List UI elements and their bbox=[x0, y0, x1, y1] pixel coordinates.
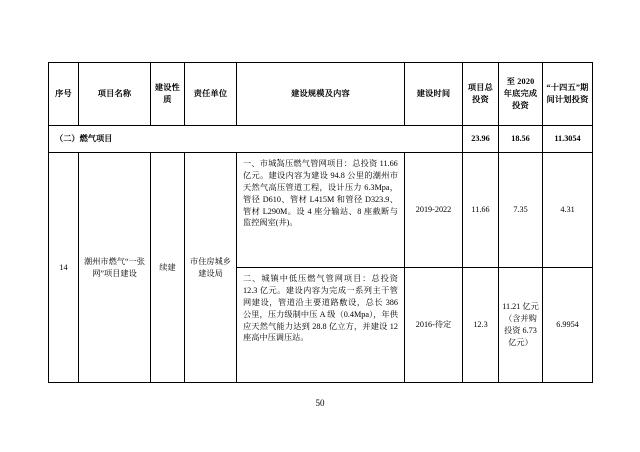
section-row-gas-projects bbox=[49, 126, 593, 153]
table-header-row bbox=[49, 63, 593, 126]
row-item-time: 2016-待定 bbox=[405, 268, 463, 383]
row-item-total-investment: 11.66 bbox=[463, 153, 499, 268]
section-label: （二）燃气项目 bbox=[49, 126, 463, 153]
page-number: 50 bbox=[315, 398, 325, 408]
header-scale-and-content: 建设规模及内容 bbox=[237, 63, 405, 126]
row-item-invested-by-2020: 7.35 bbox=[499, 153, 543, 268]
header-construction-property: 建设性质 bbox=[151, 63, 185, 126]
row-item-total-investment: 12.3 bbox=[463, 268, 499, 383]
section-planned-investment: 11.3054 bbox=[543, 126, 593, 153]
header-seq: 序号 bbox=[49, 63, 79, 126]
header-planned-investment: “十四五”期间计划投资 bbox=[543, 63, 593, 126]
row-item-description: 二、城镇中低压燃气管网项目：总投资 12.3 亿元。建设内容为完成一系列主干管网建设，管道沿主要道路敷设，总长 386 公里，压力级制中压 A 级（0.4Mpa），年供应天然气能力达到 28.8 亿立方，并建设 12 座高中压调压站。 bbox=[237, 268, 405, 383]
header-total-investment: 项目总投资 bbox=[463, 63, 499, 126]
row-item-planned-investment: 4.31 bbox=[543, 153, 593, 268]
table-row bbox=[49, 153, 593, 268]
header-construction-time: 建设时间 bbox=[405, 63, 463, 126]
row-item-planned-investment: 6.9954 bbox=[543, 268, 593, 383]
row-construction-property: 续建 bbox=[151, 153, 185, 383]
section-invested-by-2020: 18.56 bbox=[499, 126, 543, 153]
row-item-description: 一、市城̇̇高压燃气管网项目：总投资 11.66 亿元。建设内容为建设 94.8 公里的潮州市天然气高压管道工程，设计压力 6.3Mpa，管径 D610、管材 L415M 和管径 D323.9、管材 L290M。设 4 座分输站、8 座截断与监控阀室(井)。 bbox=[237, 153, 405, 268]
row-item-invested-by-2020: 11.21 亿元（含并购投资 6.73 亿元） bbox=[499, 268, 543, 383]
row-seq: 14 bbox=[49, 153, 79, 383]
row-item-time: 2019-2022 bbox=[405, 153, 463, 268]
header-project-name: 项目名称 bbox=[79, 63, 151, 126]
header-invested-by-2020: 至 2020 年底完成投资 bbox=[499, 63, 543, 126]
section-total-investment: 23.96 bbox=[463, 126, 499, 153]
header-responsible-unit: 责任单位 bbox=[185, 63, 237, 126]
gas-projects-table bbox=[48, 62, 593, 383]
row-responsible-unit: 市住房城乡建设局 bbox=[185, 153, 237, 383]
row-project-name: 潮州市燃气“一张网”项目建设 bbox=[79, 153, 151, 383]
